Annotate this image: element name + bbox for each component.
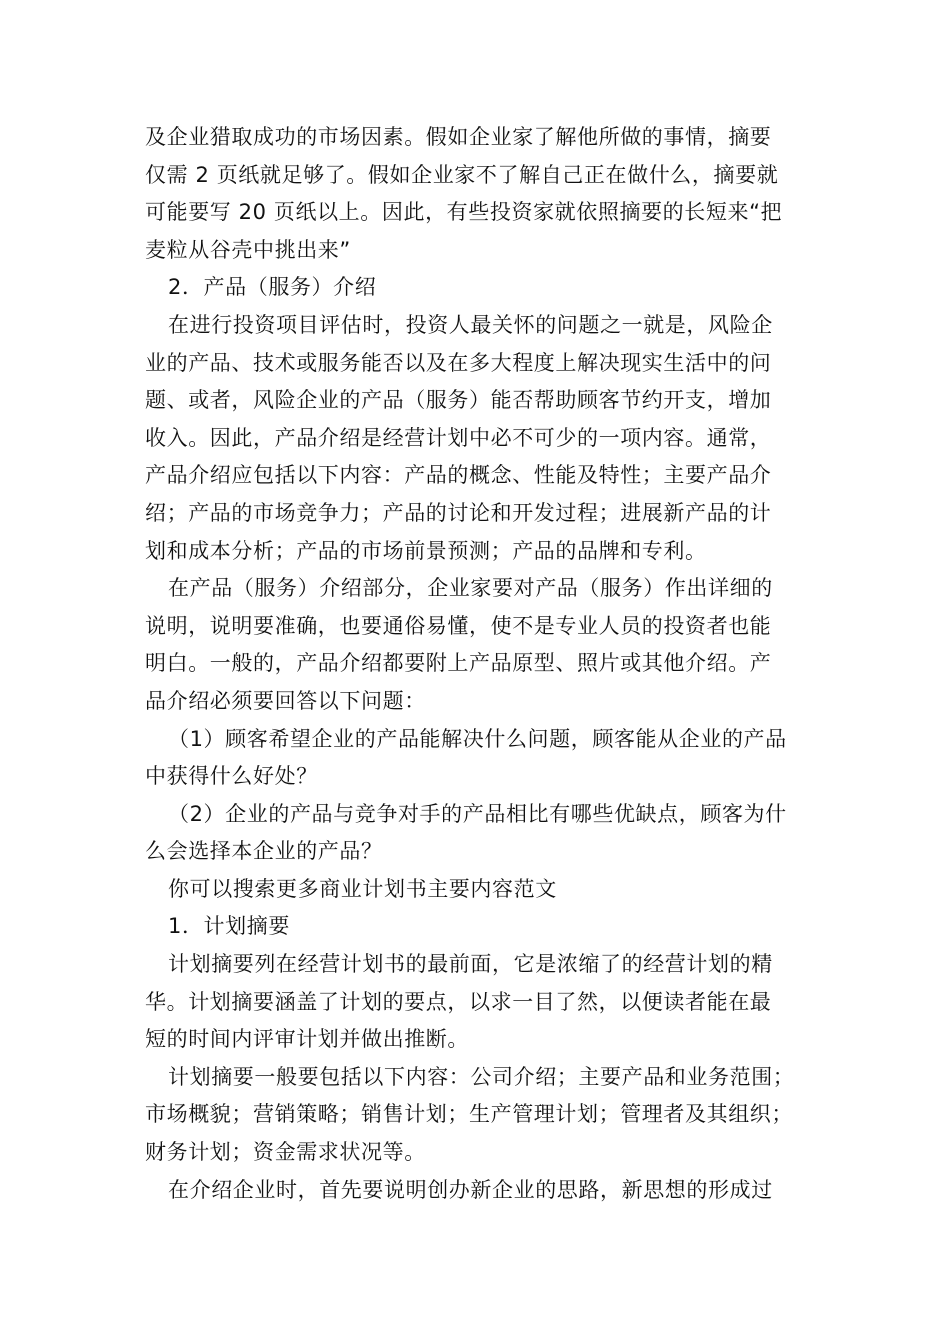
text-line: 麦粒从谷壳中挑出来”: [145, 237, 351, 262]
text-line: 在进行投资项目评估时，投资人最关怀的问题之一就是，风险企: [168, 312, 773, 337]
text-line: 可能要写 20 页纸以上。因此，有些投资家就依照摘要的长短来“把: [145, 200, 783, 225]
text-line: 绍；产品的市场竞争力；产品的讨论和开发过程；进展新产品的计: [145, 500, 772, 525]
text-line: 划和成本分析；产品的市场前景预测；产品的品牌和专利。: [145, 538, 707, 563]
text-line: 在产品（服务）介绍部分，企业家要对产品（服务）作出详细的: [168, 576, 773, 601]
text-line: 业的产品、技术或服务能否以及在多大程度上解决现实生活中的问: [145, 350, 772, 375]
text-line: 及企业猎取成功的市场因素。假如企业家了解他所做的事情，摘要: [145, 125, 772, 149]
text-line: 中获得什么好处？: [145, 764, 318, 789]
text-line: 收入。因此，产品介绍是经营计划中必不可少的一项内容。通常，: [145, 425, 772, 450]
text-line: 计划摘要一般要包括以下内容：公司介绍；主要产品和业务范围；: [168, 1064, 795, 1089]
text-line: 产品介绍应包括以下内容：产品的概念、性能及特性；主要产品介: [145, 463, 772, 488]
text-line: 品介绍必须要回答以下问题：: [145, 688, 426, 713]
text-line: （1）顾客希望企业的产品能解决什么问题，顾客能从企业的产品: [168, 726, 787, 751]
text-line: 在介绍企业时，首先要说明创办新企业的思路，新思想的形成过: [168, 1177, 773, 1202]
text-line: 华。计划摘要涵盖了计划的要点，以求一目了然，以便读者能在最: [145, 989, 772, 1014]
text-line: 短的时间内评审计划并做出推断。: [145, 1027, 469, 1052]
text-line: 财务计划；资金需求状况等。: [145, 1140, 426, 1165]
section-heading: 1．计划摘要: [168, 914, 290, 939]
section-heading: 2．产品（服务）介绍: [168, 275, 377, 300]
text-line: 明白。一般的，产品介绍都要附上产品原型、照片或其他介绍。产: [145, 651, 772, 676]
document-body: [145, 119, 813, 1209]
text-line: 题、或者，风险企业的产品（服务）能否帮助顾客节约开支，增加: [145, 388, 772, 413]
text-line: 说明，说明要准确，也要通俗易懂，使不是专业人员的投资者也能: [145, 613, 772, 638]
text-line: 么会选择本企业的产品？: [145, 839, 383, 864]
text-line: （2）企业的产品与竞争对手的产品相比有哪些优缺点，顾客为什: [168, 801, 787, 826]
text-line: 计划摘要列在经营计划书的最前面，它是浓缩了的经营计划的精: [168, 952, 773, 977]
text-line: 你可以搜索更多商业计划书主要内容范文: [168, 876, 557, 901]
text-line: 仅需 2 页纸就足够了。假如企业家不了解自己正在做什么，摘要就: [145, 162, 779, 187]
text-line: 市场概貌；营销策略；销售计划；生产管理计划；管理者及其组织；: [145, 1102, 793, 1127]
